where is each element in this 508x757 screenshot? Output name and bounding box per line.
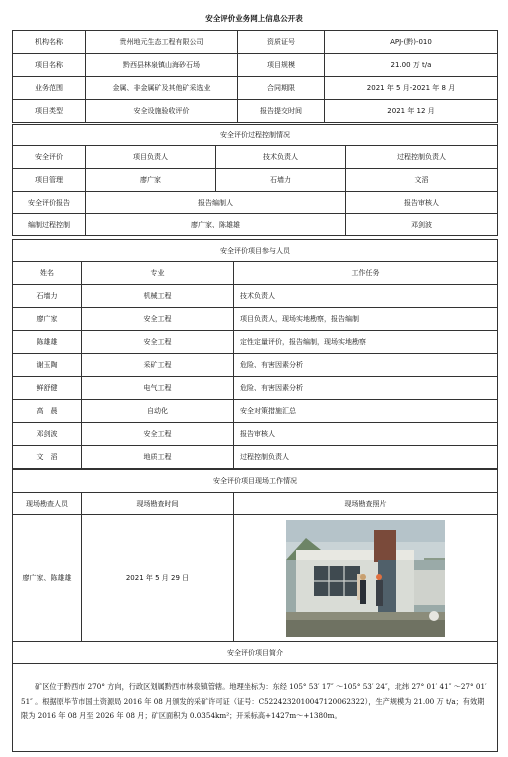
summary-table <box>12 641 498 752</box>
org-label: 机构名称 <box>13 31 86 54</box>
col-name-header: 姓名 <box>13 262 82 285</box>
submit-value: 2021 年 12 月 <box>325 100 498 123</box>
staff-major: 安全工程 <box>82 308 234 331</box>
type-label: 项目类型 <box>13 100 86 123</box>
project-value: 黔西县林泉镇山海砂石场 <box>86 54 238 77</box>
site-work-table <box>12 469 498 642</box>
staff-major: 地质工程 <box>82 446 234 469</box>
table-row <box>13 308 498 331</box>
staff-name: 文 滔 <box>13 446 82 469</box>
site-photo <box>286 520 445 637</box>
tech-name: 石墙力 <box>216 169 346 192</box>
writer-names: 廖广家、陈雄雄 <box>86 214 346 236</box>
summary-heading: 安全评价项目简介 <box>13 642 498 664</box>
staff-task: 危险、有害因素分析 <box>234 354 498 377</box>
proc-ctrl-label: 编制过程控制 <box>13 214 86 236</box>
staff-name: 石墙力 <box>13 285 82 308</box>
site-photo-image <box>286 520 445 637</box>
contract-label: 合同期限 <box>238 77 325 100</box>
staff-name: 陈雄雄 <box>13 331 82 354</box>
process-control-table <box>12 124 498 236</box>
staff-table <box>12 239 498 469</box>
site-heading: 安全评价项目现场工作情况 <box>13 470 498 493</box>
type-value: 安全设施验收评价 <box>86 100 238 123</box>
table-row <box>13 400 498 423</box>
staff-major: 采矿工程 <box>82 354 234 377</box>
table-row <box>13 331 498 354</box>
business-value: 金属、非金属矿及其他矿采选业 <box>86 77 238 100</box>
submit-label: 报告提交时间 <box>238 100 325 123</box>
staff-heading: 安全评价项目参与人员 <box>13 240 498 262</box>
staff-name: 廖广家 <box>13 308 82 331</box>
col-time-header: 现场勘查时间 <box>82 493 234 515</box>
report-label: 安全评价报告 <box>13 192 86 214</box>
col-task-header: 工作任务 <box>234 262 498 285</box>
staff-name: 邓剑波 <box>13 423 82 446</box>
site-photo-cell <box>234 515 498 642</box>
site-time: 2021 年 5 月 29 日 <box>82 515 234 642</box>
col-people-header: 现场勘查人员 <box>13 493 82 515</box>
staff-task: 报告审核人 <box>234 423 498 446</box>
staff-name: 鲜舒健 <box>13 377 82 400</box>
reviewer-name: 邓剑波 <box>346 214 498 236</box>
table-row <box>13 377 498 400</box>
eval-label: 安全评价 <box>13 146 86 169</box>
table-row <box>13 423 498 446</box>
document-title: 安全评价业务网上信息公开表 <box>205 14 303 23</box>
contract-value: 2021 年 5 月-2021 年 8 月 <box>325 77 498 100</box>
scale-label: 项目规模 <box>238 54 325 77</box>
col-photo-header: 现场勘查照片 <box>234 493 498 515</box>
staff-major: 机械工程 <box>82 285 234 308</box>
staff-task: 过程控制负责人 <box>234 446 498 469</box>
scale-value: 21.00 万 t/a <box>325 54 498 77</box>
col-major-header: 专业 <box>82 262 234 285</box>
proc-name: 文滔 <box>346 169 498 192</box>
writer-label: 报告编制人 <box>86 192 346 214</box>
mgmt-label: 项目管理 <box>13 169 86 192</box>
table-row <box>13 285 498 308</box>
staff-task: 定性定量评价，报告编制，现场实地勘察 <box>234 331 498 354</box>
site-people: 廖广家、陈雄雄 <box>13 515 82 642</box>
table-row <box>13 446 498 469</box>
reviewer-label: 报告审核人 <box>346 192 498 214</box>
basic-info-table <box>12 30 498 123</box>
staff-task: 安全对策措施汇总 <box>234 400 498 423</box>
org-value: 贵州地元生态工程有限公司 <box>86 31 238 54</box>
proc-label: 过程控制负责人 <box>346 146 498 169</box>
cert-value: APJ-(黔)-010 <box>325 31 498 54</box>
summary-text <box>13 664 498 752</box>
summary-paragraph: 矿区位于黔西市 270° 方向，行政区划属黔西市林泉镇管辖。地理坐标为：东经 105° 53′ 17″ ～105° 53′ 24″，北纬 27° 01′ 41″ ～27° 01′ 51″ 。根据原毕节市国土资源局 2016 年 08 月颁发的采矿许可证（证号：C5224232010047120062322），生产规模为 21.00 万 t/a；有效期限为 2016 年 08 月至 2026 年 08 月；矿区面积为 0.0354km²；开采标高+1427m～+1380m。 <box>21 682 487 720</box>
staff-task: 技术负责人 <box>234 285 498 308</box>
staff-name: 谢玉陶 <box>13 354 82 377</box>
staff-major: 自动化 <box>82 400 234 423</box>
staff-major: 电气工程 <box>82 377 234 400</box>
business-label: 业务范围 <box>13 77 86 100</box>
staff-major: 安全工程 <box>82 331 234 354</box>
staff-name: 高 晨 <box>13 400 82 423</box>
control-heading: 安全评价过程控制情况 <box>13 125 498 146</box>
table-row <box>13 354 498 377</box>
cert-label: 资质证号 <box>238 31 325 54</box>
staff-major: 安全工程 <box>82 423 234 446</box>
tech-label: 技术负责人 <box>216 146 346 169</box>
project-label: 项目名称 <box>13 54 86 77</box>
pm-label: 项目负责人 <box>86 146 216 169</box>
staff-task: 危险、有害因素分析 <box>234 377 498 400</box>
staff-task: 项目负责人，现场实地勘察，报告编制 <box>234 308 498 331</box>
pm-name: 廖广家 <box>86 169 216 192</box>
